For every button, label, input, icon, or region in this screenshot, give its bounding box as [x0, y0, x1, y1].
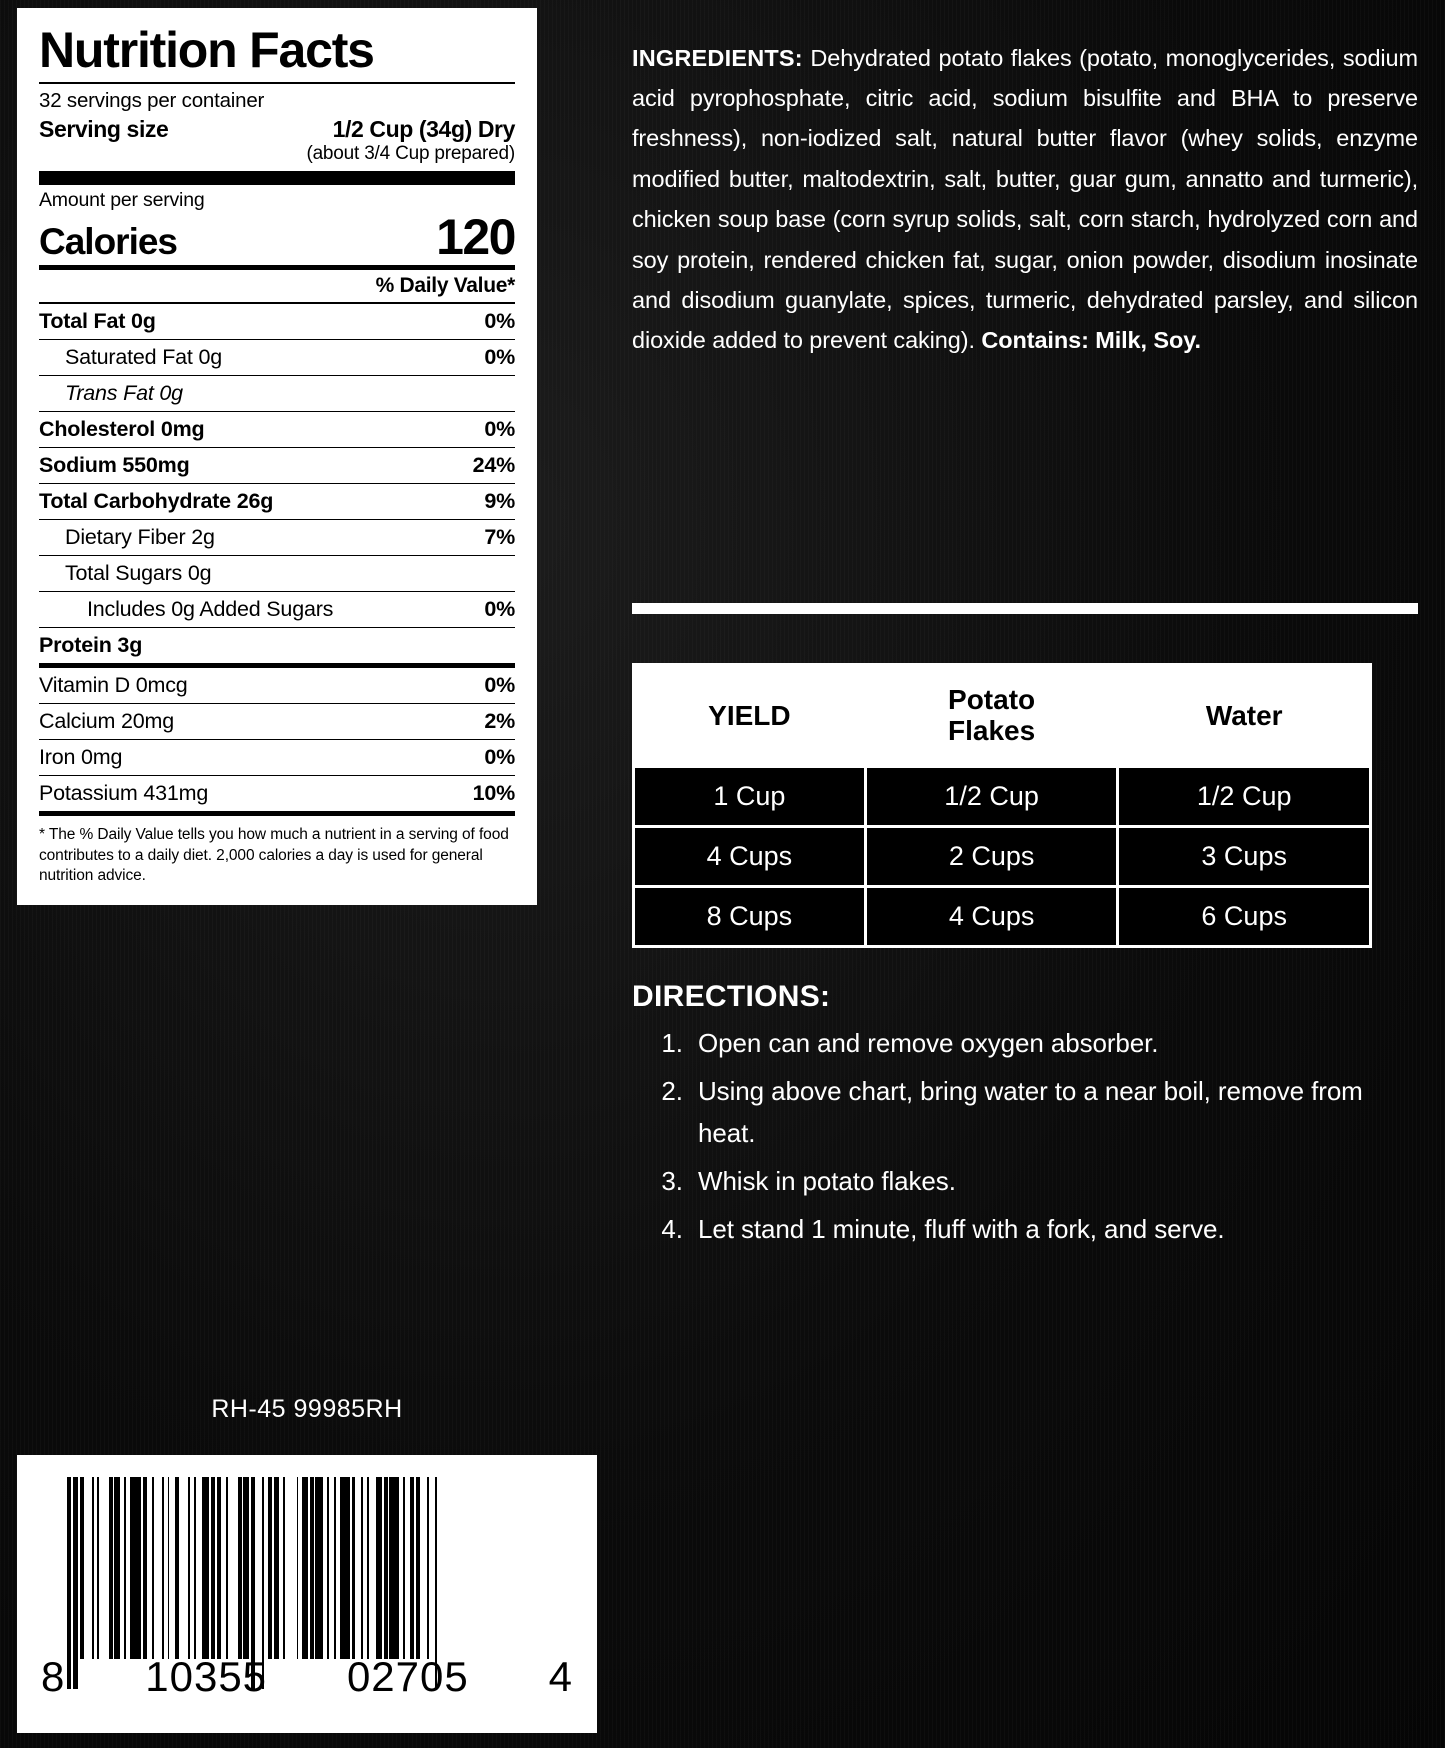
barcode-digit-right: 4: [548, 1653, 573, 1700]
barcode-digit-group2: 02705: [346, 1653, 469, 1700]
page-title: Nutrition Facts: [39, 22, 374, 78]
cell-yield: 1 Cup: [634, 766, 866, 826]
list-item: 4. Let stand 1 minute, fluff with a fork, and serve.: [690, 1208, 1392, 1250]
nutrient-dv: 7%: [484, 525, 515, 549]
table-row: [39, 304, 515, 339]
daily-value-header: % Daily Value*: [375, 274, 515, 297]
nutrient-label: Potassium 431mg: [39, 781, 209, 805]
column-header-water: Water: [1118, 665, 1371, 767]
nutrient-dv: 0%: [484, 745, 515, 769]
cell-water: 1/2 Cup: [1118, 766, 1371, 826]
calories-value: 120: [436, 209, 515, 265]
nutrient-label: Vitamin D 0mcg: [39, 673, 188, 697]
nutrient-dv: 0%: [484, 417, 515, 441]
calories-row: [39, 209, 515, 265]
table-row: [39, 592, 515, 627]
serving-size-value: 1/2 Cup (34g) Dry: [332, 116, 515, 142]
serving-size-label: Serving size: [39, 116, 169, 142]
column-header-yield: YIELD: [634, 665, 866, 767]
nutrient-dv: 9%: [484, 489, 515, 513]
ingredients-body: Dehydrated potato flakes (potato, monoglycerides, sodium acid pyrophosphate, citric acid, sodium bisulfite and BHA to preserve freshness), non-iodized salt, natural butter flavor (whey solids, enzyme modified butter, maltodextrin, salt, butter, guar gum, annatto and turmeric), chicken soup base (corn syrup solids, salt, corn starch, hydrolyzed corn and soy protein, rendered chicken fat, sugar, onion powder, disodium inosinate and disodium guanylate, spices, turmeric, dehydrated parsley, and silicon dioxide added to prevent caking).: [632, 44, 1418, 354]
nutrient-label: Iron 0mg: [39, 745, 123, 769]
allergen-statement: Contains: Milk, Soy.: [981, 327, 1201, 354]
nutrient-dv: 0%: [484, 673, 515, 697]
table-row: [39, 340, 515, 375]
table-row: [634, 826, 1371, 886]
serving-size-note: (about 3/4 Cup prepared): [306, 143, 515, 164]
nutrient-label: Protein 3g: [39, 633, 143, 657]
amount-per-serving-label: Amount per serving: [39, 189, 205, 211]
column-header-line1: Potato: [948, 684, 1036, 715]
table-row: [39, 628, 515, 663]
column-header-potato-flakes: [865, 665, 1118, 767]
directions-section: [632, 980, 1392, 1257]
cell-flakes: 4 Cups: [865, 886, 1118, 946]
list-item: 3. Whisk in potato flakes.: [690, 1160, 1392, 1202]
table-row: [39, 776, 515, 811]
nutrition-facts-panel: [17, 8, 537, 905]
nutrient-dv: 24%: [472, 453, 515, 477]
barcode-bars: [67, 1477, 547, 1659]
product-code: RH-45 99985RH: [211, 1395, 403, 1423]
nutrient-label: Includes 0g Added Sugars: [87, 597, 334, 621]
nutrient-label: Saturated Fat 0g: [65, 345, 222, 369]
servings-per-container: 32 servings per container: [39, 89, 265, 112]
cell-water: 3 Cups: [1118, 826, 1371, 886]
directions-title: DIRECTIONS:: [632, 980, 831, 1013]
table-header-row: [634, 665, 1371, 767]
table-row: [39, 448, 515, 483]
column-header-line2: Flakes: [948, 715, 1036, 747]
ingredients-text: [632, 38, 1418, 361]
barcode-digit-left: 8: [41, 1653, 66, 1700]
nutrient-dv: 10%: [472, 781, 515, 805]
barcode-digits: [41, 1653, 573, 1701]
list-item: 1. Open can and remove oxygen absorber.: [690, 1022, 1392, 1064]
table-row: [634, 886, 1371, 946]
nutrient-label: Cholesterol 0mg: [39, 417, 205, 441]
nutrient-label: Total Fat 0g: [39, 309, 156, 333]
table-row: [634, 766, 1371, 826]
table-row: [39, 484, 515, 519]
serving-size-row: [39, 115, 515, 143]
nutrient-dv: 0%: [484, 345, 515, 369]
table-row: [39, 376, 515, 411]
cell-yield: 8 Cups: [634, 886, 866, 946]
barcode-digit-group1: 10355: [145, 1653, 268, 1700]
nutrient-label: Dietary Fiber 2g: [65, 525, 215, 549]
table-row: [39, 412, 515, 447]
cell-yield: 4 Cups: [634, 826, 866, 886]
table-row: [39, 704, 515, 739]
cell-water: 6 Cups: [1118, 886, 1371, 946]
nutrient-dv: 2%: [484, 709, 515, 733]
list-item: 2. Using above chart, bring water to a near boil, remove from heat.: [690, 1070, 1392, 1154]
nutrient-label: Trans Fat 0g: [65, 381, 183, 405]
yield-table: [632, 663, 1372, 948]
barcode: [17, 1455, 597, 1733]
cell-flakes: 1/2 Cup: [865, 766, 1118, 826]
table-row: [39, 668, 515, 703]
ingredients-section: [632, 14, 1418, 384]
table-row: [39, 556, 515, 591]
nutrient-label: Total Carbohydrate 26g: [39, 489, 274, 513]
nutrient-dv: 0%: [484, 597, 515, 621]
table-row: [39, 520, 515, 555]
nutrient-label: Calcium 20mg: [39, 709, 175, 733]
cell-flakes: 2 Cups: [865, 826, 1118, 886]
table-row: [39, 740, 515, 775]
ingredients-heading: INGREDIENTS:: [632, 44, 803, 71]
daily-value-footnote: * The % Daily Value tells you how much a nutrient in a serving of food contributes to a daily diet. 2,000 calories a day is used for general nutrition advice.: [39, 826, 509, 885]
nutrient-label: Sodium 550mg: [39, 453, 190, 477]
nutrient-label: Total Sugars 0g: [65, 561, 212, 585]
section-divider: [632, 603, 1418, 614]
nutrition-facts-card: [17, 8, 537, 905]
calories-label: Calories: [39, 221, 178, 263]
divider-thick: [39, 171, 515, 185]
nutrient-dv: 0%: [484, 309, 515, 333]
directions-list: [632, 1022, 1392, 1251]
